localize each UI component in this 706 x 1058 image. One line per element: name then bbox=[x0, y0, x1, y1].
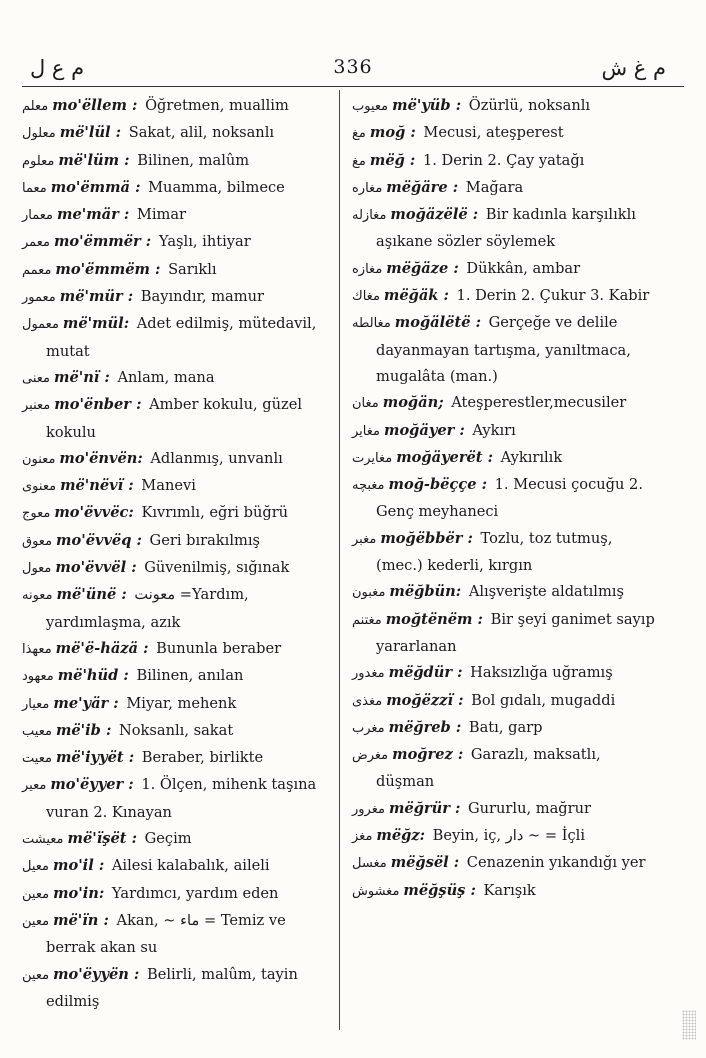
transliteration: mo'in: bbox=[53, 884, 105, 902]
arabic-headword: معير bbox=[22, 778, 47, 794]
definition: Gururlu, mağrur bbox=[468, 799, 591, 817]
dictionary-entry bbox=[352, 579, 656, 606]
dictionary-entry bbox=[22, 284, 332, 311]
arabic-headword: مغدور bbox=[352, 666, 385, 682]
transliteration: mo'ëyyer : bbox=[50, 776, 134, 794]
arabic-headword: معمم bbox=[22, 262, 52, 278]
definition: Adet edilmiş, mütedavil, mutat bbox=[46, 315, 317, 360]
arabic-headword: معمول bbox=[22, 317, 59, 333]
definition: Karışık bbox=[483, 881, 536, 899]
arabic-headword: معمر bbox=[22, 235, 50, 251]
transliteration: më'ünë : bbox=[56, 586, 127, 604]
dictionary-entry bbox=[352, 418, 656, 445]
arabic-headword: معين bbox=[22, 967, 50, 983]
transliteration: më'hüd : bbox=[57, 667, 129, 685]
arabic-headword: مغازه bbox=[352, 261, 383, 277]
definition: Sarıklı bbox=[168, 260, 217, 278]
right-column bbox=[352, 93, 656, 905]
dictionary-entry bbox=[352, 148, 656, 175]
dictionary-entry bbox=[352, 472, 656, 526]
definition: Mimar bbox=[136, 206, 187, 224]
dictionary-entry bbox=[352, 445, 656, 472]
definition: Öğretmen, muallim bbox=[145, 97, 289, 114]
arabic-headword: معلول bbox=[22, 126, 56, 142]
dictionary-entry bbox=[22, 881, 332, 908]
definition: Alışverişte aldatılmış bbox=[468, 583, 624, 601]
dictionary-entry bbox=[352, 660, 656, 687]
definition: Bol gıdalı, mugaddi bbox=[471, 691, 616, 709]
definition: Mağara bbox=[465, 178, 524, 196]
transliteration: mo'ëmmä : bbox=[50, 178, 141, 196]
arabic-headword: مغبچه bbox=[352, 478, 385, 494]
transliteration: mëğreb : bbox=[388, 718, 462, 736]
arabic-headword: معونه bbox=[22, 588, 53, 604]
definition: Yaşlı, ihtiyar bbox=[158, 233, 251, 251]
arabic-headword: معما bbox=[22, 180, 47, 196]
left-column bbox=[22, 93, 332, 1015]
dictionary-entry bbox=[22, 908, 332, 962]
definition: Haksızlığa uğramış bbox=[470, 664, 613, 682]
dictionary-entry bbox=[352, 850, 656, 877]
transliteration: moğäyer : bbox=[384, 421, 465, 439]
transliteration: mo'ëvvël : bbox=[55, 559, 137, 577]
left-guide-letters: م ع ل bbox=[30, 56, 85, 80]
dictionary-entry bbox=[352, 256, 656, 283]
transliteration: mo'ëvvëc: bbox=[54, 504, 134, 522]
transliteration: me'yär : bbox=[53, 694, 119, 712]
transliteration: më'nëvï : bbox=[60, 477, 134, 495]
transliteration: mëğz: bbox=[376, 827, 426, 845]
definition: Akan, ∼ ماء = Temiz ve berrak akan su bbox=[46, 911, 286, 957]
transliteration: moğäyerët : bbox=[396, 448, 494, 466]
arabic-headword: مغرور bbox=[352, 801, 385, 817]
definition: 1. Mecusi çocuğu 2. Genç meyhaneci bbox=[376, 476, 643, 521]
dictionary-entry bbox=[22, 528, 332, 555]
dictionary-entry bbox=[22, 175, 332, 202]
dictionary-entry bbox=[22, 148, 332, 175]
dictionary-entry bbox=[352, 715, 656, 742]
dictionary-entry bbox=[352, 120, 656, 147]
definition: Batı, garp bbox=[468, 718, 543, 736]
transliteration: mo'ënber : bbox=[54, 396, 142, 414]
dictionary-entry bbox=[22, 93, 332, 120]
transliteration: moğëzzï : bbox=[386, 691, 464, 709]
definition: Özürlü, noksanlı bbox=[468, 97, 591, 114]
dictionary-entry bbox=[22, 446, 332, 473]
definition: Anlam, mana bbox=[117, 368, 215, 386]
definition: Geri bırakılmış bbox=[149, 531, 260, 549]
transliteration: moğ : bbox=[369, 124, 416, 142]
transliteration: moğtënëm : bbox=[385, 610, 483, 628]
definition: Beyin, iç, دار ∼ = İçli bbox=[432, 827, 586, 845]
arabic-headword: مغتنم bbox=[352, 612, 382, 628]
dictionary-entry bbox=[22, 365, 332, 392]
arabic-headword: مغاره bbox=[352, 180, 383, 196]
print-speckle bbox=[682, 1010, 696, 1040]
dictionary-entry bbox=[22, 663, 332, 690]
definition: Sakat, alil, noksanlı bbox=[128, 124, 275, 142]
arabic-headword: معنى bbox=[22, 370, 50, 386]
definition: 1. Derin 2. Çukur 3. Kabir bbox=[456, 287, 650, 305]
definition: Gerçeğe ve delile dayanmayan tartışma, yanıltmaca, mugalâta (man.) bbox=[376, 314, 631, 385]
definition: Manevi bbox=[141, 477, 196, 495]
transliteration: mëğşüş : bbox=[403, 881, 476, 899]
transliteration: më'lül : bbox=[59, 124, 122, 142]
definition: Garazlı, maksatlı, düşman bbox=[376, 746, 601, 791]
transliteration: më'yüb : bbox=[392, 97, 462, 114]
arabic-headword: مغرض bbox=[352, 748, 389, 764]
dictionary-entry bbox=[352, 175, 656, 202]
arabic-headword: معيل bbox=[22, 859, 50, 875]
dictionary-entry bbox=[352, 390, 656, 417]
arabic-headword: معهود bbox=[22, 669, 54, 685]
dictionary-entry bbox=[352, 742, 656, 796]
dictionary-entry bbox=[22, 826, 332, 853]
transliteration: mëğäze : bbox=[386, 259, 459, 277]
dictionary-entry bbox=[352, 796, 656, 823]
dictionary-entry bbox=[22, 473, 332, 500]
header-rule bbox=[22, 86, 684, 87]
definition: Aykırı bbox=[472, 421, 516, 439]
transliteration: më'ïşët : bbox=[67, 830, 137, 848]
transliteration: mo'ëyyën : bbox=[53, 965, 140, 983]
arabic-headword: معيار bbox=[22, 696, 50, 712]
definition: Ateşperestler,mecusiler bbox=[451, 394, 627, 412]
transliteration: mëğsël : bbox=[390, 854, 460, 872]
transliteration: moğrez : bbox=[392, 746, 464, 764]
arabic-headword: معمور bbox=[22, 290, 56, 306]
dictionary-entry bbox=[22, 691, 332, 718]
definition: Tozlu, toz tutmuş, (mec.) kederli, kırgın bbox=[376, 529, 613, 575]
definition: Cenazenin yıkandığı yer bbox=[466, 854, 646, 872]
transliteration: më'mür : bbox=[59, 288, 134, 306]
arabic-headword: معلم bbox=[22, 99, 49, 114]
arabic-headword: معنوى bbox=[22, 479, 57, 495]
definition: 1. Ölçen, mihenk taşına vuran 2. Kınayan bbox=[46, 776, 317, 821]
definition: Beraber, birlikte bbox=[141, 749, 264, 767]
definition: Bununla beraber bbox=[156, 639, 282, 657]
arabic-headword: مغاك bbox=[352, 289, 380, 305]
arabic-headword: مغرب bbox=[352, 720, 385, 736]
transliteration: mo'ënvën: bbox=[59, 449, 143, 467]
dictionary-entry bbox=[22, 718, 332, 745]
arabic-headword: معيب bbox=[22, 723, 52, 739]
arabic-headword: مغز bbox=[352, 829, 373, 845]
transliteration: më'ë-häzä : bbox=[55, 639, 149, 657]
arabic-headword: معنبر bbox=[22, 398, 51, 414]
definition: Bilinen, malûm bbox=[137, 151, 250, 169]
dictionary-entry bbox=[22, 853, 332, 880]
transliteration: mo'il : bbox=[53, 857, 105, 875]
transliteration: mëğrür : bbox=[388, 799, 461, 817]
dictionary-entry bbox=[22, 257, 332, 284]
definition: Bir şeyi ganimet sayıp yararlanan bbox=[376, 610, 655, 655]
arabic-headword: مغذى bbox=[352, 693, 383, 709]
dictionary-entry bbox=[352, 823, 656, 850]
definition: Mecusi, ateşperest bbox=[423, 124, 564, 142]
arabic-headword: معهذا bbox=[22, 641, 52, 657]
arabic-headword: مغان bbox=[352, 396, 379, 412]
definition: Amber kokulu, güzel kokulu bbox=[46, 396, 303, 441]
arabic-headword: معيوب bbox=[352, 99, 389, 114]
dictionary-entry bbox=[352, 310, 656, 390]
transliteration: mo'ëmmëm : bbox=[55, 260, 161, 278]
arabic-headword: معين bbox=[22, 913, 50, 929]
arabic-headword: مغسل bbox=[352, 856, 387, 872]
arabic-headword: معين bbox=[22, 886, 50, 902]
right-guide-letters: م غ ش bbox=[601, 56, 666, 80]
transliteration: më'mül: bbox=[62, 315, 130, 333]
transliteration: më'ïn : bbox=[53, 911, 109, 929]
dictionary-entry bbox=[352, 526, 656, 580]
definition: Geçim bbox=[144, 830, 192, 848]
dictionary-entry bbox=[22, 772, 332, 826]
arabic-headword: معلوم bbox=[22, 153, 55, 169]
arabic-headword: مغاير bbox=[352, 423, 380, 439]
dictionary-entry bbox=[22, 229, 332, 256]
arabic-headword: معمار bbox=[22, 208, 53, 224]
transliteration: më'lüm : bbox=[58, 151, 130, 169]
definition: Muamma, bilmece bbox=[148, 178, 285, 196]
dictionary-entry bbox=[22, 582, 332, 636]
arabic-headword: مغبون bbox=[352, 585, 386, 601]
transliteration: më'ib : bbox=[55, 721, 112, 739]
definition: Kıvrımlı, eğri büğrü bbox=[141, 504, 289, 522]
dictionary-entry bbox=[22, 555, 332, 582]
dictionary-entry bbox=[22, 202, 332, 229]
transliteration: mo'ëllem : bbox=[52, 97, 138, 114]
definition: Yardımcı, yardım eden bbox=[111, 884, 279, 902]
transliteration: mëğbün: bbox=[389, 583, 462, 601]
definition: 1. Derin 2. Çay yatağı bbox=[422, 151, 585, 169]
transliteration: mëğdür : bbox=[388, 664, 463, 682]
arabic-headword: معول bbox=[22, 561, 52, 577]
arabic-headword: معيت bbox=[22, 751, 52, 767]
arabic-headword: معيشت bbox=[22, 832, 64, 848]
definition: Bayındır, mamur bbox=[140, 288, 264, 306]
definition: Bilinen, anılan bbox=[136, 667, 244, 685]
definition: معونت =Yardım, yardımlaşma, azık bbox=[46, 586, 249, 631]
definition: Dükkân, ambar bbox=[466, 259, 581, 277]
definition: Adlanmış, unvanlı bbox=[150, 449, 283, 467]
arabic-headword: مغبر bbox=[352, 531, 377, 547]
definition: Aykırılık bbox=[500, 448, 563, 466]
dictionary-entry bbox=[22, 311, 332, 365]
arabic-headword: معوق bbox=[22, 533, 53, 549]
arabic-headword: معوج bbox=[22, 506, 51, 522]
arabic-headword: معنون bbox=[22, 451, 56, 467]
dictionary-entry bbox=[352, 688, 656, 715]
arabic-headword: مغايرت bbox=[352, 450, 393, 466]
arabic-headword: مغ bbox=[352, 126, 366, 142]
dictionary-entry bbox=[352, 283, 656, 310]
transliteration: moğän; bbox=[382, 394, 444, 412]
transliteration: mo'ëvvëq : bbox=[56, 531, 142, 549]
transliteration: më'iyyët : bbox=[55, 749, 135, 767]
dictionary-entry bbox=[22, 392, 332, 446]
definition: Belirli, malûm, tayin edilmiş bbox=[46, 965, 298, 1010]
transliteration: moğäzëlë : bbox=[390, 206, 479, 224]
definition: Miyar, mehenk bbox=[126, 694, 237, 712]
transliteration: moğälëtë : bbox=[394, 314, 481, 332]
transliteration: mo'ëmmër : bbox=[53, 233, 152, 251]
arabic-headword: مغازله bbox=[352, 208, 387, 224]
transliteration: moğëbbër : bbox=[380, 529, 473, 547]
page-number: 336 bbox=[333, 56, 373, 78]
transliteration: mëğ : bbox=[369, 151, 416, 169]
dictionary-entry bbox=[352, 607, 656, 661]
definition: Bir kadınla karşılıklı aşıkane sözler söylemek bbox=[376, 206, 636, 251]
column-divider bbox=[339, 90, 340, 1030]
dictionary-entry bbox=[352, 93, 656, 120]
arabic-headword: مغشوش bbox=[352, 883, 400, 899]
transliteration: mëğäk : bbox=[383, 287, 449, 305]
dictionary-entry bbox=[352, 878, 656, 905]
transliteration: më'nï : bbox=[54, 368, 110, 386]
dictionary-entry bbox=[22, 636, 332, 663]
dictionary-entry bbox=[22, 500, 332, 527]
transliteration: me'mär : bbox=[57, 206, 130, 224]
dictionary-entry bbox=[22, 120, 332, 147]
dictionary-entry bbox=[352, 202, 656, 256]
definition: Güvenilmiş, sığınak bbox=[144, 559, 290, 577]
dictionary-entry bbox=[22, 745, 332, 772]
arabic-headword: مغالطه bbox=[352, 316, 391, 332]
arabic-headword: مغ bbox=[352, 153, 366, 169]
transliteration: mëğäre : bbox=[386, 178, 459, 196]
definition: Noksanlı, sakat bbox=[119, 721, 234, 739]
transliteration: moğ-bëççe : bbox=[388, 476, 487, 494]
definition: Ailesi kalabalık, aileli bbox=[111, 857, 270, 875]
dictionary-entry bbox=[22, 962, 332, 1016]
